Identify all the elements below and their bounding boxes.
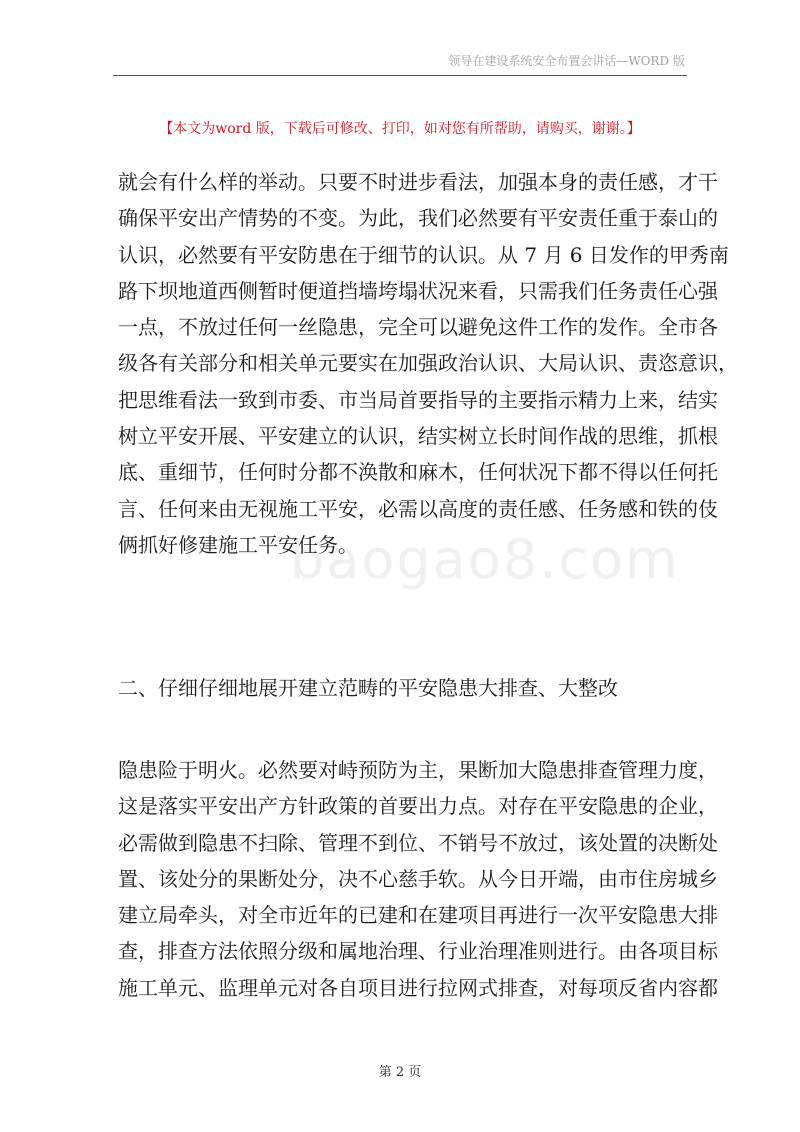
text-line: 确保平安出产情势的不变。为此，我们必然要有平安责任重于泰山的 <box>118 206 718 231</box>
text-line: 置、该处分的果断处分，决不心慈手软。从今日开端，由市住房城乡 <box>118 866 718 891</box>
text-line: 必需做到隐患不扫除、管理不到位、不销号不放过，该处置的决断处 <box>118 830 718 855</box>
page-number: 第 2 页 <box>378 1065 422 1080</box>
text-line: 级各有关部分和相关单元要实在加强政治认识、大局认识、责恣意识， <box>118 351 738 376</box>
text-line: 认识，必然要有平安防患在于细节的认识。从 7 月 6 日发作的甲秀南 <box>118 242 729 267</box>
header-divider <box>113 75 687 76</box>
section-heading: 二、仔细仔细地展开建立范畴的平安隐患大排查、大整改 <box>118 676 618 700</box>
text-line: 俩抓好修建施工平安任务。 <box>118 532 358 557</box>
text-line: 建立局牵头，对全市近年的已建和在建项目再进行一次平安隐患大排 <box>118 903 718 928</box>
text-line: 把思维看法一致到市委、市当局首要指导的主要指示精力上来，结实 <box>118 387 718 412</box>
text-line: 树立平安开展、平安建立的认识，结实树立长时间作战的思维，抓根 <box>118 424 718 449</box>
text-line: 施工单元、监理单元对各自项目进行拉网式排查，对每项反省内容都 <box>118 975 718 1000</box>
watermark: baogao8.com <box>290 528 680 591</box>
text-line: 言、任何来由无视施工平安，必需以高度的责任感、任务感和铁的伎 <box>118 496 718 521</box>
text-line: 这是落实平安出产方针政策的首要出力点。对存在平安隐患的企业， <box>118 794 718 819</box>
paragraph-1 <box>118 164 738 563</box>
page-header-title: 领导在建设系统安全布置会讲话—WORD 版 <box>448 54 685 68</box>
text-line: 就会有什么样的举动。只要不时进步看法，加强本身的责任感，才干 <box>118 170 718 194</box>
purchase-notice: 【本文为word 版，下载后可修改、打印，如对您有所帮助，请购买，谢谢。】 <box>159 121 641 137</box>
paragraph-2 <box>118 752 718 1006</box>
text-line: 底、重细节，任何时分都不涣散和麻木，任何状况下都不得以任何托 <box>118 460 718 485</box>
text-line: 隐患险于明火。必然要对峙预防为主，果断加大隐患排查管理力度， <box>118 758 718 782</box>
text-line: 查，排查方法依照分级和属地治理、行业治理准则进行。由各项目标 <box>118 939 718 964</box>
text-line: 一点，不放过任何一丝隐患，完全可以避免这件工作的发作。全市各 <box>118 315 718 340</box>
text-line: 路下坝地道西侧暂时便道挡墙垮塌状况来看，只需我们任务责任心强 <box>118 278 718 303</box>
